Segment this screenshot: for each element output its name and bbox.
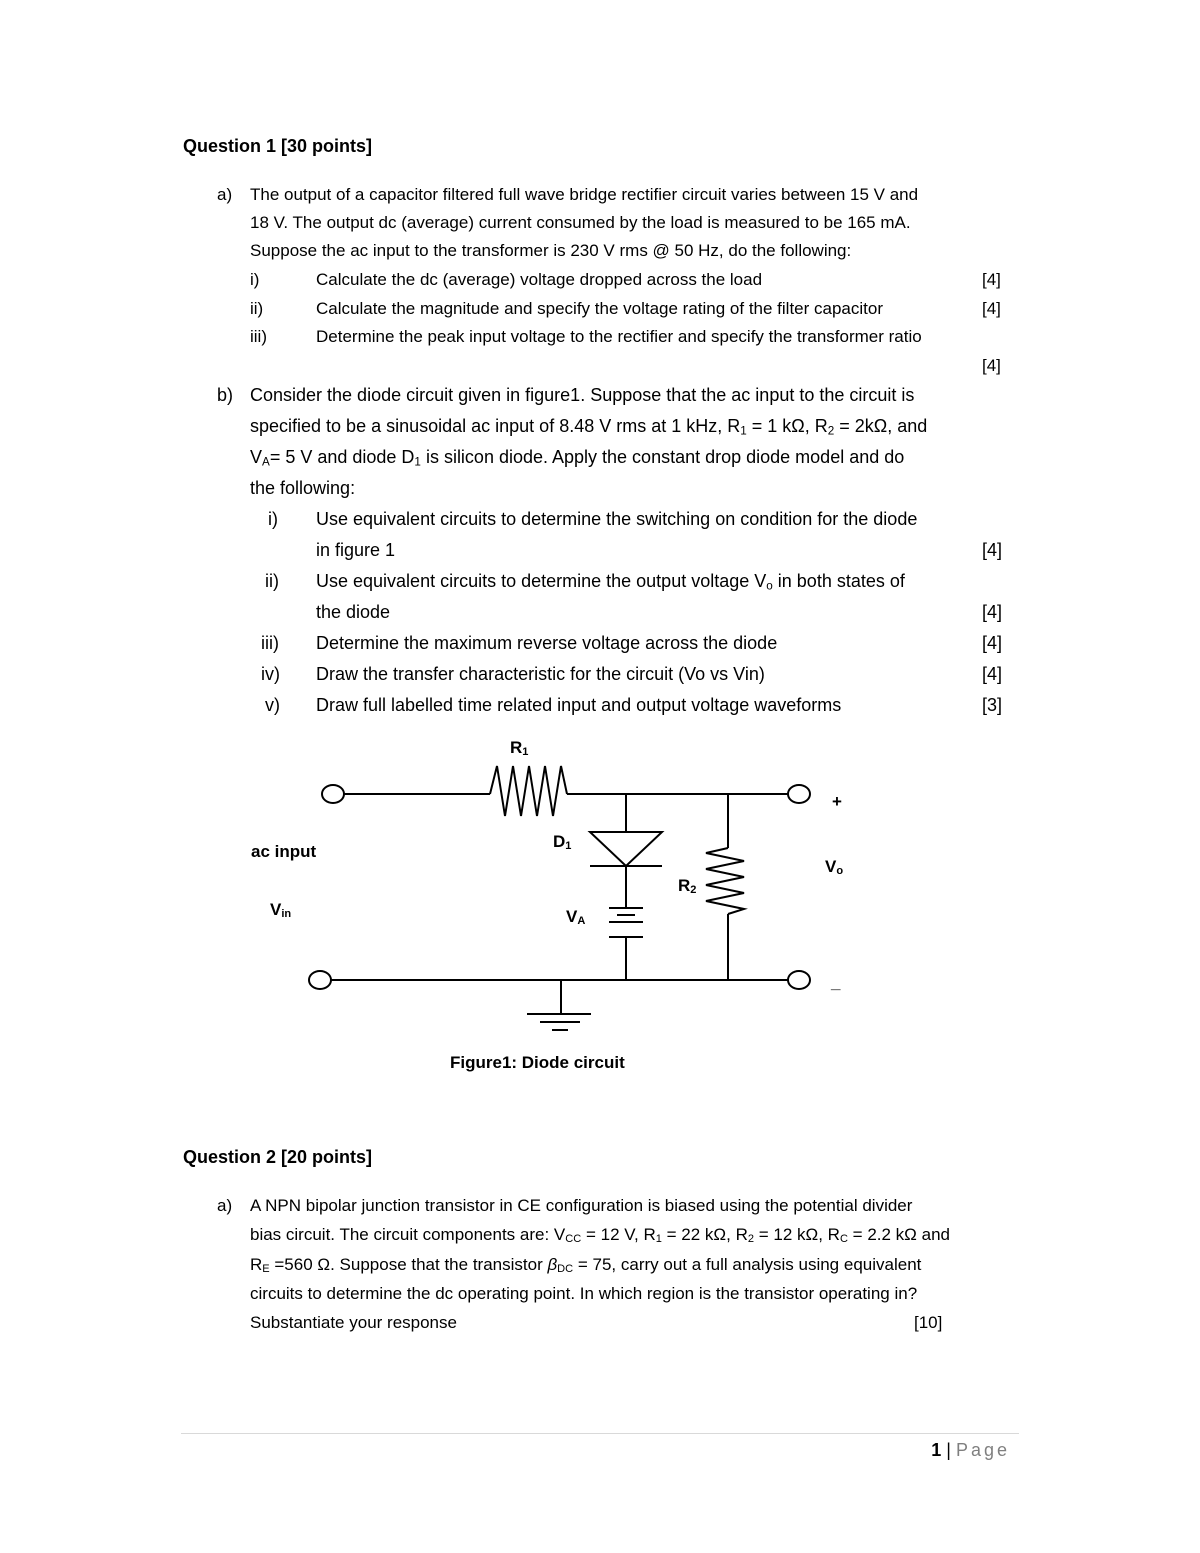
q1a-item-marks: [4]: [982, 270, 1001, 289]
q1b-item-line2: in figure 1: [316, 540, 396, 560]
q1b-item-text: Determine the maximum reverse voltage across the diode: [316, 633, 778, 653]
q1b-item-num: iv): [261, 664, 280, 684]
q1b-item-num: ii): [265, 571, 279, 591]
q2a-line2: [250, 1225, 950, 1245]
q1b-item-num: v): [265, 695, 280, 715]
figure-caption: Figure1: Diode circuit: [450, 1053, 625, 1072]
q1b-item-text: Draw the transfer characteristic for the circuit (Vo vs Vin): [316, 664, 765, 684]
q1a-item-text: Calculate the dc (average) voltage dropped across the load: [316, 270, 763, 289]
label-plus: +: [832, 792, 842, 811]
q1b-item-num: i): [268, 509, 278, 529]
q2a-line3-a: R: [250, 1255, 263, 1274]
q2a-line3-beta: β: [547, 1255, 558, 1274]
label-vin-sub: in: [281, 908, 292, 921]
q1b-line3-subD: 1: [414, 455, 421, 469]
q1b-line2-sub2: 2: [827, 424, 835, 438]
q1a-item-text: Calculate the magnitude and specify the voltage rating of the filter capacitor: [316, 299, 884, 318]
label-r2: [678, 876, 696, 896]
q1b-label: b): [217, 385, 234, 405]
label-ac-input: ac input: [251, 842, 317, 861]
label-r1-text: R: [510, 738, 523, 757]
q1b-item-text: Draw full labelled time related input and output voltage waveforms: [316, 695, 842, 715]
q1b-item-num: iii): [261, 633, 279, 653]
q1b-line3-mid: = 5 V and diode D: [269, 447, 415, 467]
q1b-item-line1-pre: Use equivalent circuits to determine the output voltage V: [316, 571, 767, 591]
label-r2-sub: 2: [690, 884, 697, 897]
label-d1-sub: 1: [565, 840, 572, 853]
q2a-line3-s2: DC: [557, 1263, 574, 1276]
label-vin: [270, 900, 291, 920]
output-terminal-top: [788, 785, 810, 803]
q2a-line3-b: =560 Ω. Suppose that the transistor: [269, 1255, 548, 1274]
q1b-line3-subA: A: [262, 455, 270, 469]
q1a-label: a): [217, 185, 233, 204]
q2a-label: a): [217, 1196, 233, 1215]
q1a-line3: Suppose the ac input to the transformer is 230 V rms @ 50 Hz, do the following:: [250, 241, 852, 260]
q2a-line2-a: bias circuit. The circuit components are: V: [250, 1225, 566, 1244]
q1-title: Question 1 [30 points]: [183, 136, 373, 156]
label-vo-sub: o: [836, 865, 844, 878]
q1a-line2: 18 V. The output dc (average) current consumed by the load is measured to be 165 mA.: [250, 213, 911, 232]
q2a-line2-s4: C: [839, 1233, 848, 1246]
q1b-item-marks: [3]: [982, 695, 1003, 715]
q1b-line4: the following:: [250, 478, 356, 498]
resistor-r1: [490, 766, 567, 816]
q1a-item-marks: [4]: [982, 356, 1001, 375]
q1b-line3-post: is silicon diode. Apply the constant drop diode model and do: [420, 447, 905, 467]
q1b-line2-post: = 2kΩ, and: [834, 416, 928, 436]
q2a-line4: circuits to determine the dc operating point. In which region is the transistor operating in?: [250, 1284, 918, 1303]
output-terminal-bottom: [788, 971, 810, 989]
q1b-item-line1-sub: o: [766, 579, 773, 593]
q1b-item-marks: [4]: [982, 633, 1003, 653]
q1b-item-line1: Use equivalent circuits to determine the switching on condition for the diode: [316, 509, 918, 529]
diode-triangle: [590, 832, 662, 866]
label-vo-text: V: [825, 857, 837, 876]
q2a-line2-c: = 22 kΩ, R: [661, 1225, 748, 1244]
q1a-item-num: ii): [250, 299, 264, 318]
q1a-line1-text: The output of a capacitor filtered full wave bridge rectifier circuit varies between 15 V and: [250, 185, 919, 204]
q1a-item-text: Determine the peak input voltage to the rectifier and specify the transformer ratio: [316, 327, 922, 346]
q1b-line1: Consider the diode circuit given in figure1. Suppose that the ac input to the circuit is: [250, 385, 915, 405]
q2a-line1: A NPN bipolar junction transistor in CE configuration is biased using the potential divider: [250, 1196, 913, 1215]
q1b-line2-sub1: 1: [740, 424, 747, 438]
q2a-line5: Substantiate your response: [250, 1313, 457, 1332]
page-footer: [931, 1440, 1010, 1461]
q1b-item-marks: [4]: [982, 664, 1003, 684]
label-minus: _: [831, 973, 841, 992]
q2a-line2-d: = 12 kΩ, R: [754, 1225, 840, 1244]
q1a-item-num: iii): [250, 327, 267, 346]
q2a-line3: [250, 1255, 921, 1275]
q1a-item-num: i): [250, 270, 260, 289]
label-r2-text: R: [678, 876, 691, 895]
q1a-item-marks: [4]: [982, 299, 1001, 318]
page-separator: |: [941, 1440, 956, 1460]
q1b-line2-mid: = 1 kΩ, R: [746, 416, 828, 436]
q1b-item-line1-post: in both states of: [772, 571, 905, 591]
q2a-line2-s2: 1: [655, 1233, 662, 1246]
q2a-line3-s1: E: [262, 1263, 270, 1276]
q2a-line2-b: = 12 V, R: [581, 1225, 656, 1244]
label-r1: [510, 738, 528, 758]
label-d1: [553, 832, 571, 852]
q1b-item-marks: [4]: [982, 602, 1003, 622]
label-vo: [825, 857, 843, 877]
label-va: [566, 907, 585, 927]
q1b-item-marks: [4]: [982, 540, 1003, 560]
q2a-line2-s3: 2: [747, 1233, 755, 1246]
label-r1-sub: 1: [522, 746, 529, 759]
q2a-line2-s1: CC: [565, 1233, 582, 1246]
label-va-text: V: [566, 907, 578, 926]
q2a-line2-e: = 2.2 kΩ and: [847, 1225, 950, 1244]
q1b-line3-pre: V: [250, 447, 263, 467]
page-number: 1: [931, 1440, 942, 1460]
footer-divider: [181, 1433, 1019, 1434]
input-terminal-top: [322, 785, 344, 803]
q2a-line3-c: = 75, carry out a full analysis using equivalent: [573, 1255, 922, 1274]
page-word: Page: [955, 1440, 1010, 1460]
q1b-line2-pre: specified to be a sinusoidal ac input of 8.48 V rms at 1 kHz, R: [250, 416, 741, 436]
label-vin-text: V: [270, 900, 282, 919]
q2-title: Question 2 [20 points]: [183, 1147, 373, 1167]
input-terminal-bottom: [309, 971, 331, 989]
label-d1-text: D: [553, 832, 566, 851]
label-va-sub: A: [577, 915, 586, 928]
resistor-r2: [706, 848, 744, 914]
q1b-item-line2: the diode: [316, 602, 391, 622]
q2a-marks: [10]: [914, 1313, 943, 1332]
